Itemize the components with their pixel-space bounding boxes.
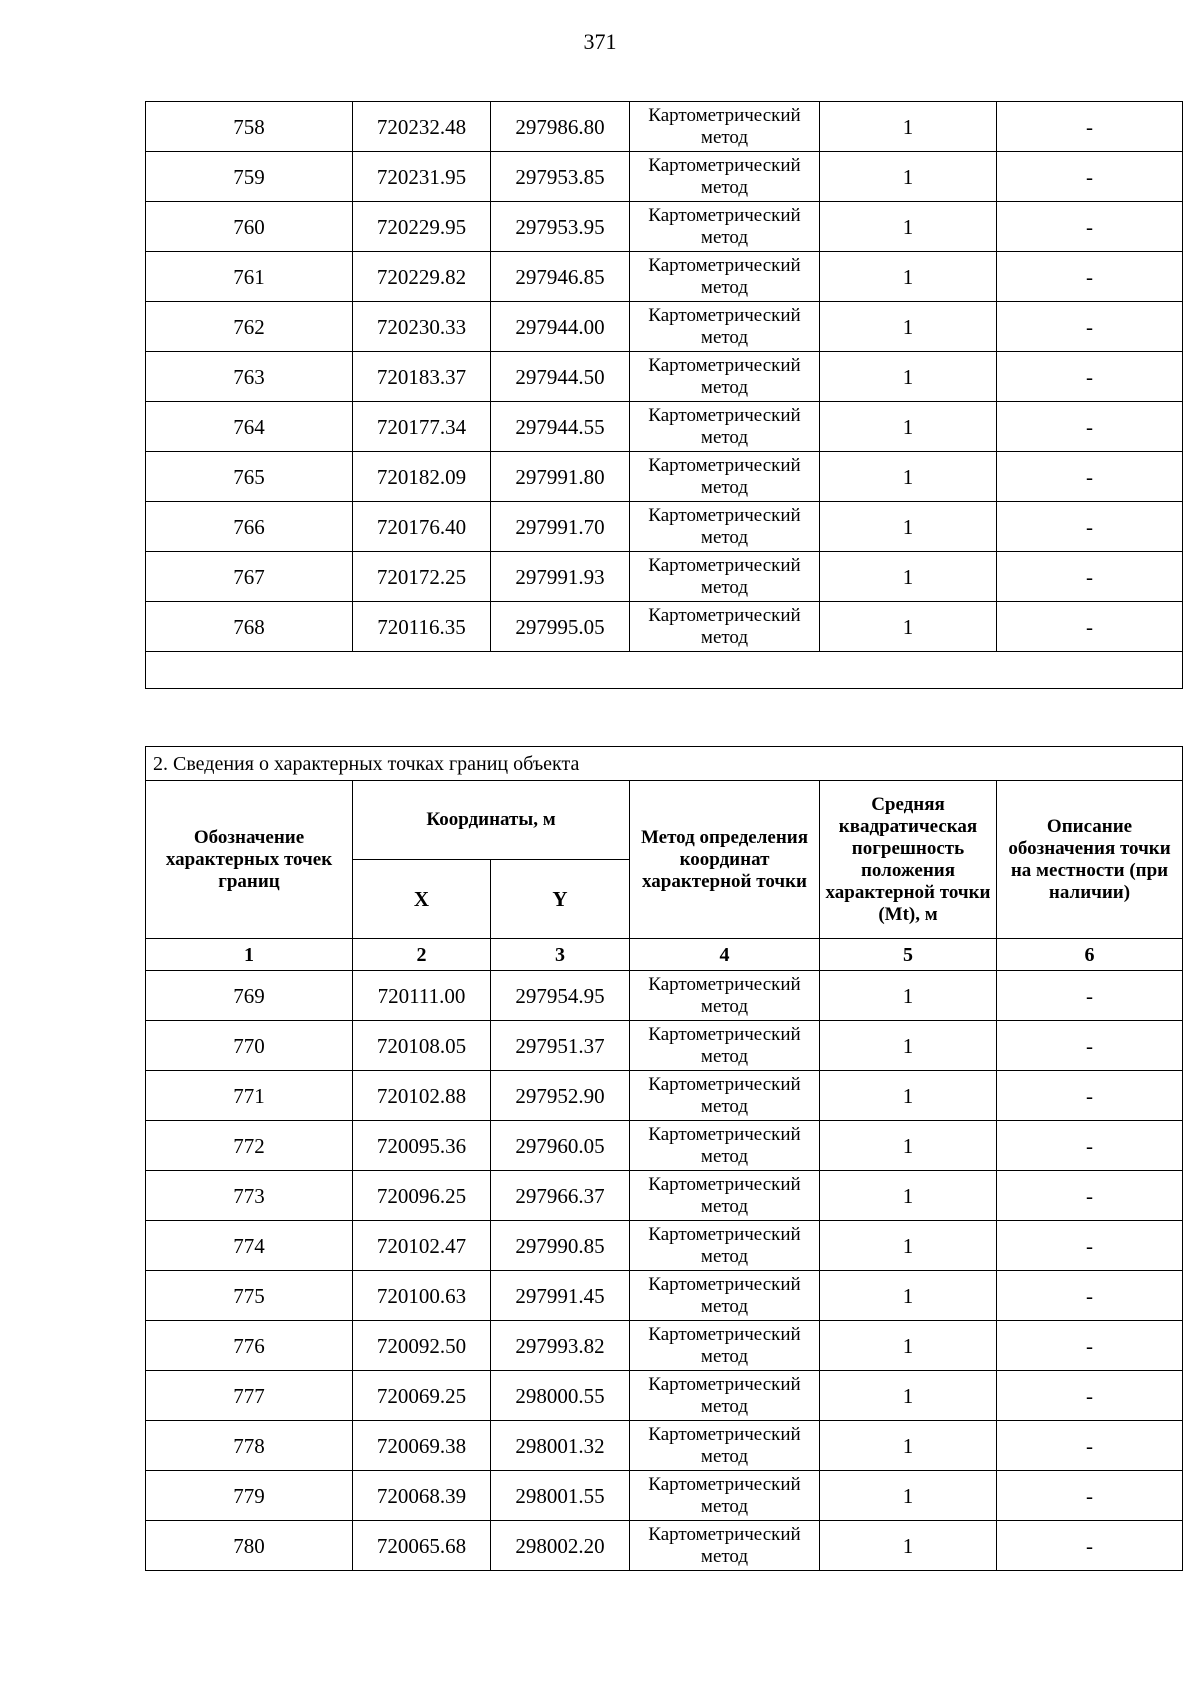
point-id-cell: 759 [146, 152, 353, 202]
table-row [146, 602, 1183, 652]
y-coordinate-cell: 297991.93 [491, 552, 630, 602]
x-coordinate-cell: 720111.00 [353, 971, 491, 1021]
error-cell: 1 [820, 1221, 997, 1271]
table-row [146, 152, 1183, 202]
error-cell: 1 [820, 1271, 997, 1321]
section-title-row [146, 747, 1183, 781]
description-cell: - [997, 252, 1183, 302]
y-coordinate-cell: 298000.55 [491, 1371, 630, 1421]
description-cell: - [997, 1121, 1183, 1171]
table-row [146, 1521, 1183, 1571]
column-number: 5 [820, 939, 997, 971]
method-cell: Картометрический метод [630, 302, 820, 352]
point-id-cell: 758 [146, 102, 353, 152]
y-coordinate-cell: 297991.45 [491, 1271, 630, 1321]
x-coordinate-cell: 720183.37 [353, 352, 491, 402]
method-cell: Картометрический метод [630, 1321, 820, 1371]
table-row [146, 1221, 1183, 1271]
method-cell: Картометрический метод [630, 1121, 820, 1171]
x-coordinate-cell: 720229.82 [353, 252, 491, 302]
y-coordinate-cell: 297990.85 [491, 1221, 630, 1271]
method-cell: Картометрический метод [630, 402, 820, 452]
description-cell: - [997, 1421, 1183, 1471]
x-coordinate-cell: 720177.34 [353, 402, 491, 452]
table-row [146, 552, 1183, 602]
table-row [146, 971, 1183, 1021]
y-coordinate-cell: 297960.05 [491, 1121, 630, 1171]
method-cell: Картометрический метод [630, 1071, 820, 1121]
x-coordinate-cell: 720176.40 [353, 502, 491, 552]
y-coordinate-cell: 297951.37 [491, 1021, 630, 1071]
error-cell: 1 [820, 352, 997, 402]
error-cell: 1 [820, 552, 997, 602]
method-cell: Картометрический метод [630, 1221, 820, 1271]
header-coordinates: Координаты, м [353, 781, 630, 860]
table-row [146, 1321, 1183, 1371]
method-cell: Картометрический метод [630, 1021, 820, 1071]
description-cell: - [997, 202, 1183, 252]
error-cell: 1 [820, 402, 997, 452]
x-coordinate-cell: 720095.36 [353, 1121, 491, 1171]
section-title: 2. Сведения о характерных точках границ объекта [146, 747, 1183, 781]
table-row [146, 1071, 1183, 1121]
description-cell: - [997, 602, 1183, 652]
header-y: Y [491, 860, 630, 939]
method-cell: Картометрический метод [630, 1271, 820, 1321]
column-number: 3 [491, 939, 630, 971]
description-cell: - [997, 302, 1183, 352]
empty-cell [146, 652, 1183, 689]
boundary-points-table-continued [145, 101, 1183, 689]
table-body [146, 971, 1183, 1571]
point-id-cell: 767 [146, 552, 353, 602]
description-cell: - [997, 1021, 1183, 1071]
y-coordinate-cell: 297954.95 [491, 971, 630, 1021]
error-cell: 1 [820, 452, 997, 502]
error-cell: 1 [820, 502, 997, 552]
table-body [146, 102, 1183, 652]
method-cell: Картометрический метод [630, 102, 820, 152]
boundary-points-table [145, 746, 1183, 1571]
method-cell: Картометрический метод [630, 1471, 820, 1521]
description-cell: - [997, 402, 1183, 452]
point-id-cell: 760 [146, 202, 353, 252]
description-cell: - [997, 1221, 1183, 1271]
y-coordinate-cell: 297995.05 [491, 602, 630, 652]
header-error: Средняя квадратическая погрешность положения характерной точки (Mt), м [820, 781, 997, 939]
header-x: X [353, 860, 491, 939]
y-coordinate-cell: 297966.37 [491, 1171, 630, 1221]
description-cell: - [997, 102, 1183, 152]
table-row [146, 302, 1183, 352]
table-row [146, 252, 1183, 302]
method-cell: Картометрический метод [630, 552, 820, 602]
error-cell: 1 [820, 971, 997, 1021]
column-number: 2 [353, 939, 491, 971]
y-coordinate-cell: 297953.85 [491, 152, 630, 202]
x-coordinate-cell: 720069.25 [353, 1371, 491, 1421]
table-row [146, 1021, 1183, 1071]
description-cell: - [997, 1521, 1183, 1571]
x-coordinate-cell: 720100.63 [353, 1271, 491, 1321]
point-id-cell: 777 [146, 1371, 353, 1421]
method-cell: Картометрический метод [630, 602, 820, 652]
y-coordinate-cell: 297952.90 [491, 1071, 630, 1121]
point-id-cell: 780 [146, 1521, 353, 1571]
header-method: Метод определения координат характерной точки [630, 781, 820, 939]
table-row [146, 102, 1183, 152]
y-coordinate-cell: 298002.20 [491, 1521, 630, 1571]
description-cell: - [997, 352, 1183, 402]
point-id-cell: 769 [146, 971, 353, 1021]
error-cell: 1 [820, 1071, 997, 1121]
point-id-cell: 772 [146, 1121, 353, 1171]
y-coordinate-cell: 298001.32 [491, 1421, 630, 1471]
y-coordinate-cell: 297944.55 [491, 402, 630, 452]
x-coordinate-cell: 720108.05 [353, 1021, 491, 1071]
x-coordinate-cell: 720102.47 [353, 1221, 491, 1271]
error-cell: 1 [820, 1471, 997, 1521]
description-cell: - [997, 971, 1183, 1021]
table-row [146, 1271, 1183, 1321]
column-numbers-row [146, 939, 1183, 971]
description-cell: - [997, 1171, 1183, 1221]
point-id-cell: 773 [146, 1171, 353, 1221]
method-cell: Картометрический метод [630, 252, 820, 302]
method-cell: Картометрический метод [630, 1171, 820, 1221]
error-cell: 1 [820, 1421, 997, 1471]
method-cell: Картометрический метод [630, 502, 820, 552]
description-cell: - [997, 502, 1183, 552]
y-coordinate-cell: 298001.55 [491, 1471, 630, 1521]
point-id-cell: 779 [146, 1471, 353, 1521]
x-coordinate-cell: 720229.95 [353, 202, 491, 252]
header-designation: Обозначение характерных точек границ [146, 781, 353, 939]
column-number: 4 [630, 939, 820, 971]
point-id-cell: 774 [146, 1221, 353, 1271]
y-coordinate-cell: 297991.80 [491, 452, 630, 502]
description-cell: - [997, 452, 1183, 502]
y-coordinate-cell: 297993.82 [491, 1321, 630, 1371]
method-cell: Картометрический метод [630, 352, 820, 402]
table-row [146, 452, 1183, 502]
x-coordinate-cell: 720065.68 [353, 1521, 491, 1571]
x-coordinate-cell: 720182.09 [353, 452, 491, 502]
x-coordinate-cell: 720231.95 [353, 152, 491, 202]
x-coordinate-cell: 720102.88 [353, 1071, 491, 1121]
description-cell: - [997, 152, 1183, 202]
error-cell: 1 [820, 1371, 997, 1421]
error-cell: 1 [820, 1521, 997, 1571]
table-row [146, 502, 1183, 552]
x-coordinate-cell: 720172.25 [353, 552, 491, 602]
table-row [146, 1171, 1183, 1221]
description-cell: - [997, 1471, 1183, 1521]
table-row [146, 1371, 1183, 1421]
error-cell: 1 [820, 252, 997, 302]
x-coordinate-cell: 720232.48 [353, 102, 491, 152]
point-id-cell: 763 [146, 352, 353, 402]
x-coordinate-cell: 720068.39 [353, 1471, 491, 1521]
error-cell: 1 [820, 1021, 997, 1071]
y-coordinate-cell: 297944.00 [491, 302, 630, 352]
point-id-cell: 778 [146, 1421, 353, 1471]
point-id-cell: 770 [146, 1021, 353, 1071]
y-coordinate-cell: 297953.95 [491, 202, 630, 252]
error-cell: 1 [820, 302, 997, 352]
table-empty-row [146, 652, 1183, 689]
method-cell: Картометрический метод [630, 1371, 820, 1421]
error-cell: 1 [820, 1321, 997, 1371]
table-row [146, 1471, 1183, 1521]
x-coordinate-cell: 720069.38 [353, 1421, 491, 1471]
x-coordinate-cell: 720230.33 [353, 302, 491, 352]
description-cell: - [997, 552, 1183, 602]
error-cell: 1 [820, 102, 997, 152]
description-cell: - [997, 1071, 1183, 1121]
page-number: 371 [583, 29, 617, 54]
column-number: 1 [146, 939, 353, 971]
table-row [146, 1121, 1183, 1171]
method-cell: Картометрический метод [630, 1421, 820, 1471]
error-cell: 1 [820, 602, 997, 652]
y-coordinate-cell: 297986.80 [491, 102, 630, 152]
method-cell: Картометрический метод [630, 202, 820, 252]
x-coordinate-cell: 720116.35 [353, 602, 491, 652]
header-description: Описание обозначения точки на местности (при наличии) [997, 781, 1183, 939]
table-row [146, 202, 1183, 252]
point-id-cell: 776 [146, 1321, 353, 1371]
error-cell: 1 [820, 152, 997, 202]
point-id-cell: 761 [146, 252, 353, 302]
method-cell: Картометрический метод [630, 1521, 820, 1571]
description-cell: - [997, 1321, 1183, 1371]
point-id-cell: 771 [146, 1071, 353, 1121]
column-number: 6 [997, 939, 1183, 971]
error-cell: 1 [820, 1171, 997, 1221]
error-cell: 1 [820, 202, 997, 252]
y-coordinate-cell: 297944.50 [491, 352, 630, 402]
method-cell: Картометрический метод [630, 971, 820, 1021]
method-cell: Картометрический метод [630, 452, 820, 502]
description-cell: - [997, 1371, 1183, 1421]
method-cell: Картометрический метод [630, 152, 820, 202]
y-coordinate-cell: 297991.70 [491, 502, 630, 552]
table-row [146, 352, 1183, 402]
point-id-cell: 768 [146, 602, 353, 652]
point-id-cell: 766 [146, 502, 353, 552]
table-row [146, 402, 1183, 452]
point-id-cell: 775 [146, 1271, 353, 1321]
point-id-cell: 762 [146, 302, 353, 352]
description-cell: - [997, 1271, 1183, 1321]
point-id-cell: 764 [146, 402, 353, 452]
x-coordinate-cell: 720096.25 [353, 1171, 491, 1221]
error-cell: 1 [820, 1121, 997, 1171]
y-coordinate-cell: 297946.85 [491, 252, 630, 302]
point-id-cell: 765 [146, 452, 353, 502]
x-coordinate-cell: 720092.50 [353, 1321, 491, 1371]
header-row [146, 781, 1183, 860]
table-row [146, 1421, 1183, 1471]
